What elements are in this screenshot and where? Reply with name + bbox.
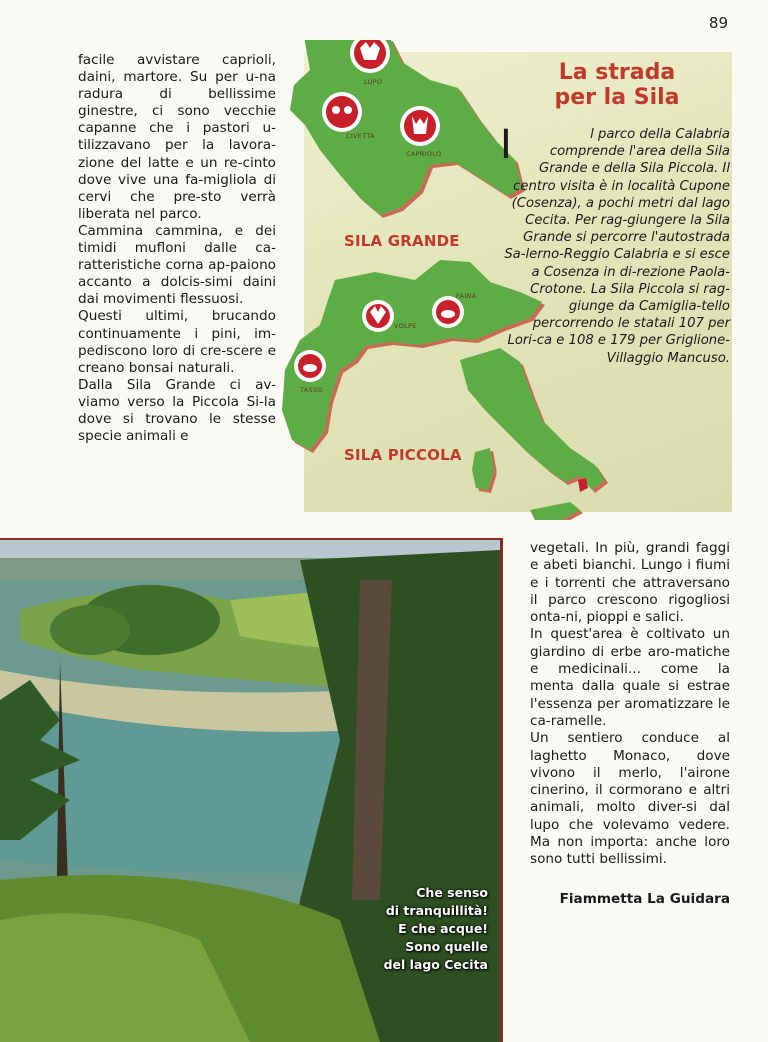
caption-line-4: Sono quelle bbox=[405, 939, 488, 954]
author-signature: Fiammetta La Guidara bbox=[559, 890, 730, 907]
right-paragraph-3: Un sentiero conduce al laghetto Monaco, dove vivono il merlo, l'airone cinerino, il cormorano e altri animali, molto diver-si dal lupo che volevamo vedere. Ma non importa: anche loro sono tutti bellissimi. bbox=[530, 730, 730, 868]
caption-line-1: Che senso bbox=[416, 885, 488, 900]
left-paragraph-2: Cammina cammina, e dei timidi mufloni dalle ca-ratteristiche corna ap-paiono accanto a dolcis-simi daini dai movimenti flessuosi. bbox=[78, 222, 276, 308]
photo-caption bbox=[384, 884, 488, 974]
sicily-shape bbox=[530, 502, 580, 520]
faina-badge bbox=[432, 296, 464, 328]
right-paragraph-2: In quest'area è coltivato un giardino di erbe aro-matiche e medicinali... come la menta dalla quale si estrae l'essenza per aromatizzare le ca-ramelle. bbox=[530, 626, 730, 729]
sardinia-shape bbox=[472, 448, 494, 490]
volpe-badge bbox=[362, 300, 394, 332]
infobox-title: La strada per la Sila bbox=[554, 60, 680, 110]
left-paragraph-1: facile avvistare caprioli, daini, martore. Su per u-na radura di bellissime ginestre, ci sono vecchie capanne che i pastori u-tilizzavano per la lavora-zione del latte e un re-cinto dove vive una fa-migliola di cervi che pre-sto verrà liberata nel parco. bbox=[78, 52, 276, 222]
caption-line-5: del lago Cecita bbox=[383, 957, 488, 972]
civetta-badge bbox=[322, 92, 362, 132]
label-lupo: LUPO bbox=[364, 78, 383, 86]
page-number: 89 bbox=[708, 14, 728, 32]
caption-line-2: di tranquillità! bbox=[385, 903, 488, 918]
left-column bbox=[78, 52, 276, 445]
label-tasso: TASSO bbox=[300, 386, 323, 394]
region-label-sila-piccola: SILA PICCOLA bbox=[344, 446, 462, 464]
caption-line-3: E che acque! bbox=[398, 921, 488, 936]
infobox-text bbox=[500, 122, 730, 367]
infobox-body: l parco della Calabria comprende l'area della Sila Grande e della Sila Piccola. Il centro visita è in località Cupone (Cosenza), a pochi metri dal lago Cecita. Per rag-giungere la Sila Grande si percorre l'autostrada Sa-lerno-Reggio Calabria e si esce a Cosenza in di-rezione Paola-Crotone. La Sila Piccola si rag-giunge da Camiglia-tello percorrendo le statali 107 per Lori-ca e 108 e 179 per Griglione-Villaggio Mancuso. bbox=[504, 127, 730, 366]
label-civetta: CIVETTA bbox=[346, 132, 375, 140]
label-volpe: VOLPE bbox=[394, 322, 417, 330]
label-faina: FAINA bbox=[456, 292, 477, 300]
right-column bbox=[530, 540, 730, 908]
label-capriolo: CAPRIOLO bbox=[406, 150, 442, 158]
infobox-dropcap: I bbox=[500, 122, 512, 168]
left-paragraph-3: Questi ultimi, brucando continuamente i pini, im-pediscono loro di cre-scere e creano bonsai naturali. bbox=[78, 308, 276, 376]
lake-cecita-photo bbox=[0, 538, 503, 1042]
sila-map-infobox bbox=[280, 40, 732, 520]
left-paragraph-4: Dalla Sila Grande ci av-viamo verso la Piccola Si-la dove si trovano le stesse specie animali e bbox=[78, 376, 276, 445]
region-label-sila-grande: SILA GRANDE bbox=[344, 232, 460, 250]
capriolo-badge bbox=[400, 106, 440, 146]
tasso-badge bbox=[294, 350, 326, 382]
right-paragraph-1: vegetali. In più, grandi faggi e abeti bianchi. Lungo i fiumi e i torrenti che attraversano il parco crescono rigogliosi onta-ni, pioppi e salici. bbox=[530, 540, 730, 626]
